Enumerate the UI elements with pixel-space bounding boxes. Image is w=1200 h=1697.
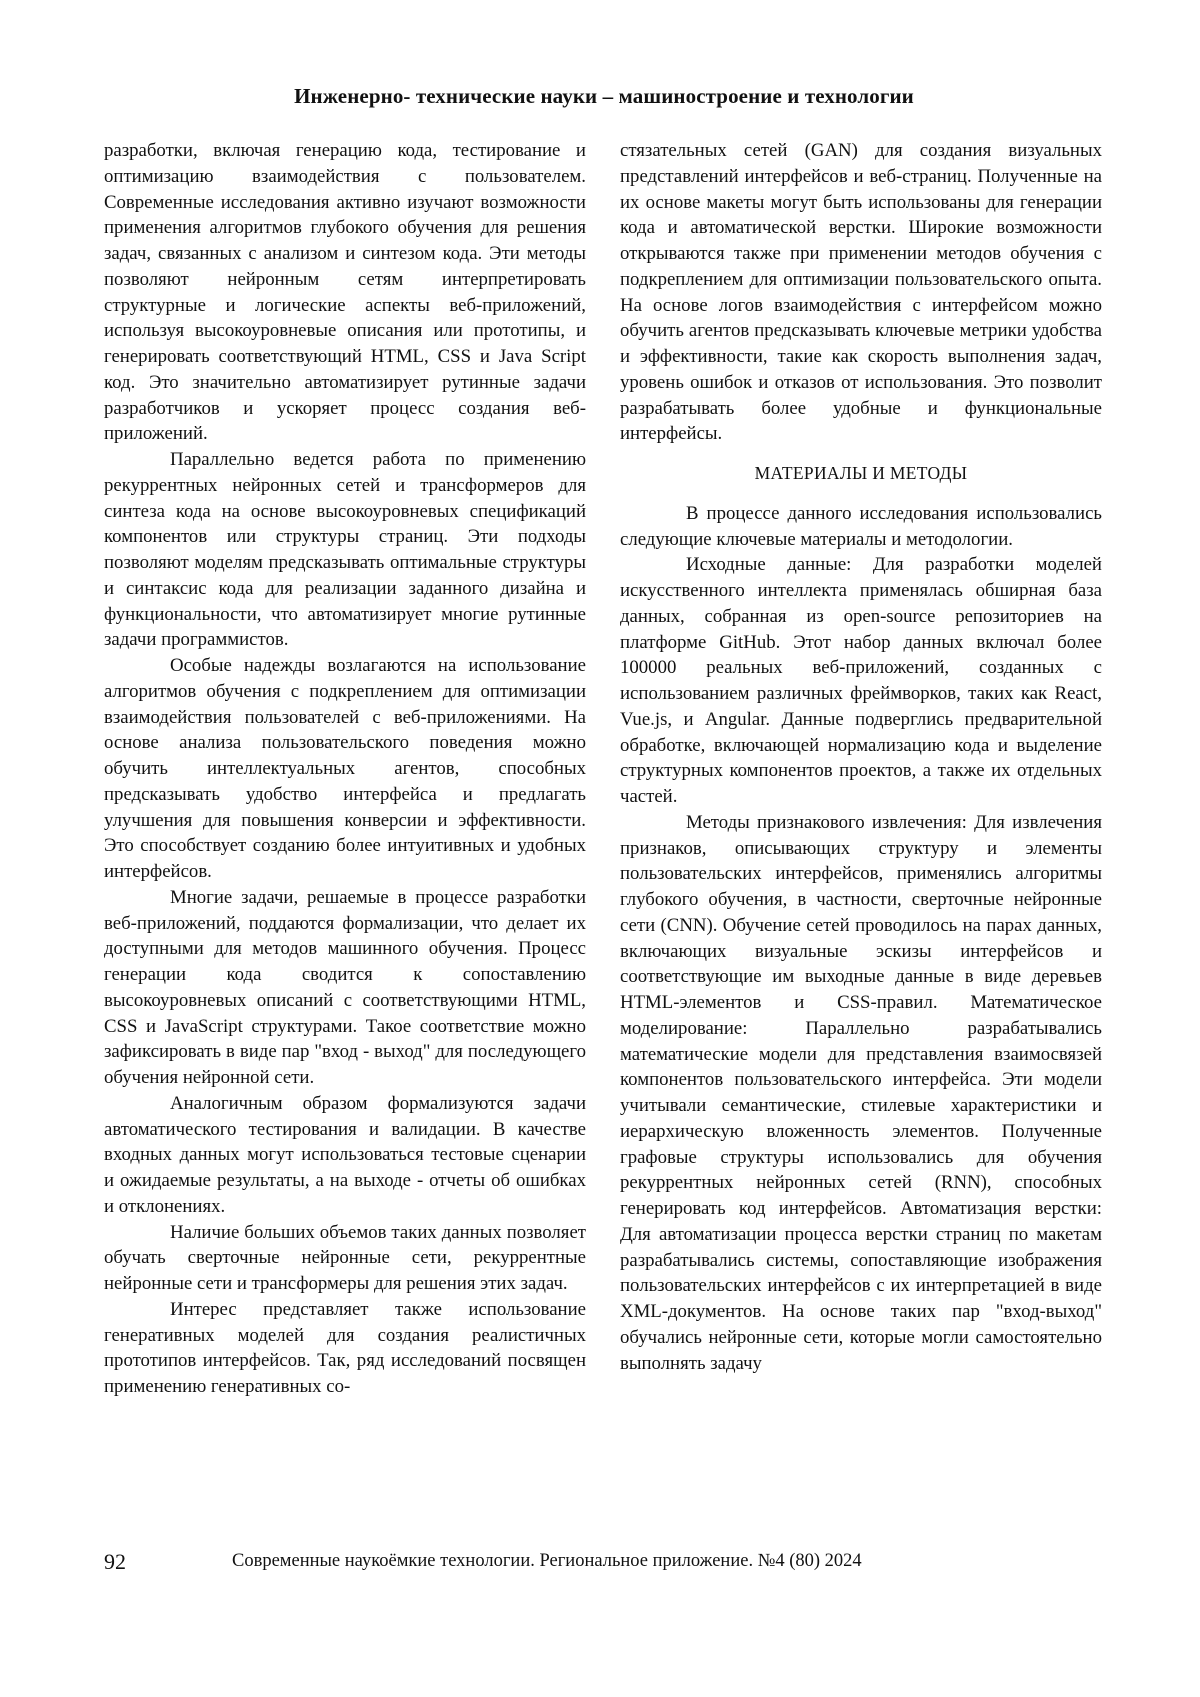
journal-citation: Современные наукоёмкие технологии. Региональное приложение. №4 (80) 2024 — [232, 1551, 862, 1571]
paragraph: Наличие больших объемов таких данных позволяет обучать сверточные нейронные сети, рекуррентные нейронные сети и трансформеры для решения этих задач. — [104, 1221, 586, 1294]
paragraph: В процессе данного исследования использовались следующие ключевые материалы и методологии. — [620, 502, 1102, 550]
paragraph: стязательных сетей (GAN) для создания визуальных представлений интерфейсов и веб-страниц. Полученные на их основе макеты могут быть использованы для генерации кода и автоматической верстки. Широкие возможности открываются также при применении методов обучения с подкреплением для оптимизации пользовательского опыта. На основе логов взаимодействия с интерфейсом можно обучить агентов предсказывать ключевые метрики удобства и эффективности, такие как скорость выполнения задач, уровень ошибок и отказов от использования. Это позволит разрабатывать более удобные и функциональные интерфейсы. — [620, 140, 1102, 445]
paragraph: Аналогичным образом формализуются задачи автоматического тестирования и валидации. В качестве входных данных могут использоваться тестовые сценарии и ожидаемые результаты, а на выходе - отчеты об ошибках и отклонениях. — [104, 1092, 586, 1217]
paragraph: Исходные данные: Для разработки моделей искусственного интеллекта применялась обширная база данных, собранная из open-source репозиториев на платформе GitHub. Этот набор данных включал более 100000 реальных веб-приложений, созданных с использованием различных фреймворков, таких как React, Vue.js, и Angular. Данные подверглись предварительной обработке, включающей нормализацию кода и выделение структурных компонентов проектов, а также их отдельных частей. — [620, 554, 1102, 807]
paragraph: Особые надежды возлагаются на использование алгоритмов обучения с подкреплением для оптимизации взаимодействия пользователей с веб-приложениями. На основе анализа пользовательского поведения можно обучить интеллектуальных агентов, способных предсказывать удобство интерфейса и предлагать улучшения для повышения конверсии и эффективности. Это способствует созданию более интуитивных и удобных интерфейсов. — [104, 655, 586, 882]
section-heading: МАТЕРИАЛЫ И МЕТОДЫ — [754, 463, 968, 483]
paragraph: Многие задачи, решаемые в процессе разработки веб-приложений, поддаются формализации, что делает их доступными для методов машинного обучения. Процесс генерации кода сводится к сопоставлению высокоуровневых описаний с соответствующими HTML, CSS и JavaScript структурами. Такое соответствие можно зафиксировать в виде пар "вход - выход" для последующего обучения нейронной сети. — [104, 886, 586, 1088]
paragraph: Интерес представляет также использование генеративных моделей для создания реалистичных прототипов интерфейсов. Так, ряд исследований посвящен применению генеративных со- — [104, 1298, 586, 1397]
running-title: Инженерно- технические науки – машиностроение и технологии — [294, 84, 914, 108]
page-footer — [104, 1549, 1104, 1579]
paragraph: Параллельно ведется работа по применению рекуррентных нейронных сетей и трансформеров для синтеза кода на основе высокоуровневых спецификаций компонентов или структуры страниц. Эти подходы позволяют моделям предсказывать оптимальные структуры и синтаксис кода для реализации заданного дизайна и функциональности, что автоматизирует многие рутинные задачи программистов. — [104, 449, 586, 651]
paragraph: разработки, включая генерацию кода, тестирование и оптимизацию взаимодействия с пользователем. Современные исследования активно изучают возможности применения алгоритмов глубокого обучения для решения задач, связанных с анализом и синтезом кода. Эти методы позволяют нейронным сетям интерпретировать структурные и логические аспекты веб-приложений, используя высокоуровневые описания или прототипы, и генерировать соответствующий HTML, CSS и Java Script код. Это значительно автоматизирует рутинные задачи разработчиков и ускоряет процесс создания веб-приложений. — [104, 140, 586, 445]
right-column — [620, 138, 1102, 1376]
paragraph: Методы признакового извлечения: Для извлечения признаков, описывающих структуру и элементы пользовательских интерфейсов, применялись алгоритмы глубокого обучения, в частности, сверточные нейронные сети (CNN). Обучение сетей проводилось на парах данных, включающих визуальные эскизы интерфейсов и соответствующие им выходные данные в виде деревьев HTML-элементов и CSS-правил. Математическое моделирование: Параллельно разрабатывались математические модели для представления взаимосвязей компонентов пользовательского интерфейса. Эти модели учитывали семантические, стилевые характеристики и иерархическую вложенность элементов. Полученные графовые структуры использовались для обучения рекуррентных нейронных сетей (RNN), способных генерировать код интерфейсов. Автоматизация верстки: Для автоматизации процесса верстки страниц по макетам разрабатывались системы, сопоставляющие изображения пользовательских интерфейсов с их интерпретацией в виде XML-документов. На основе таких пар "вход-выход" обучались нейронные сети, которые могли самостоятельно выполнять задачу — [620, 811, 1102, 1374]
page-number: 92 — [104, 1549, 126, 1574]
left-column — [104, 138, 586, 1400]
